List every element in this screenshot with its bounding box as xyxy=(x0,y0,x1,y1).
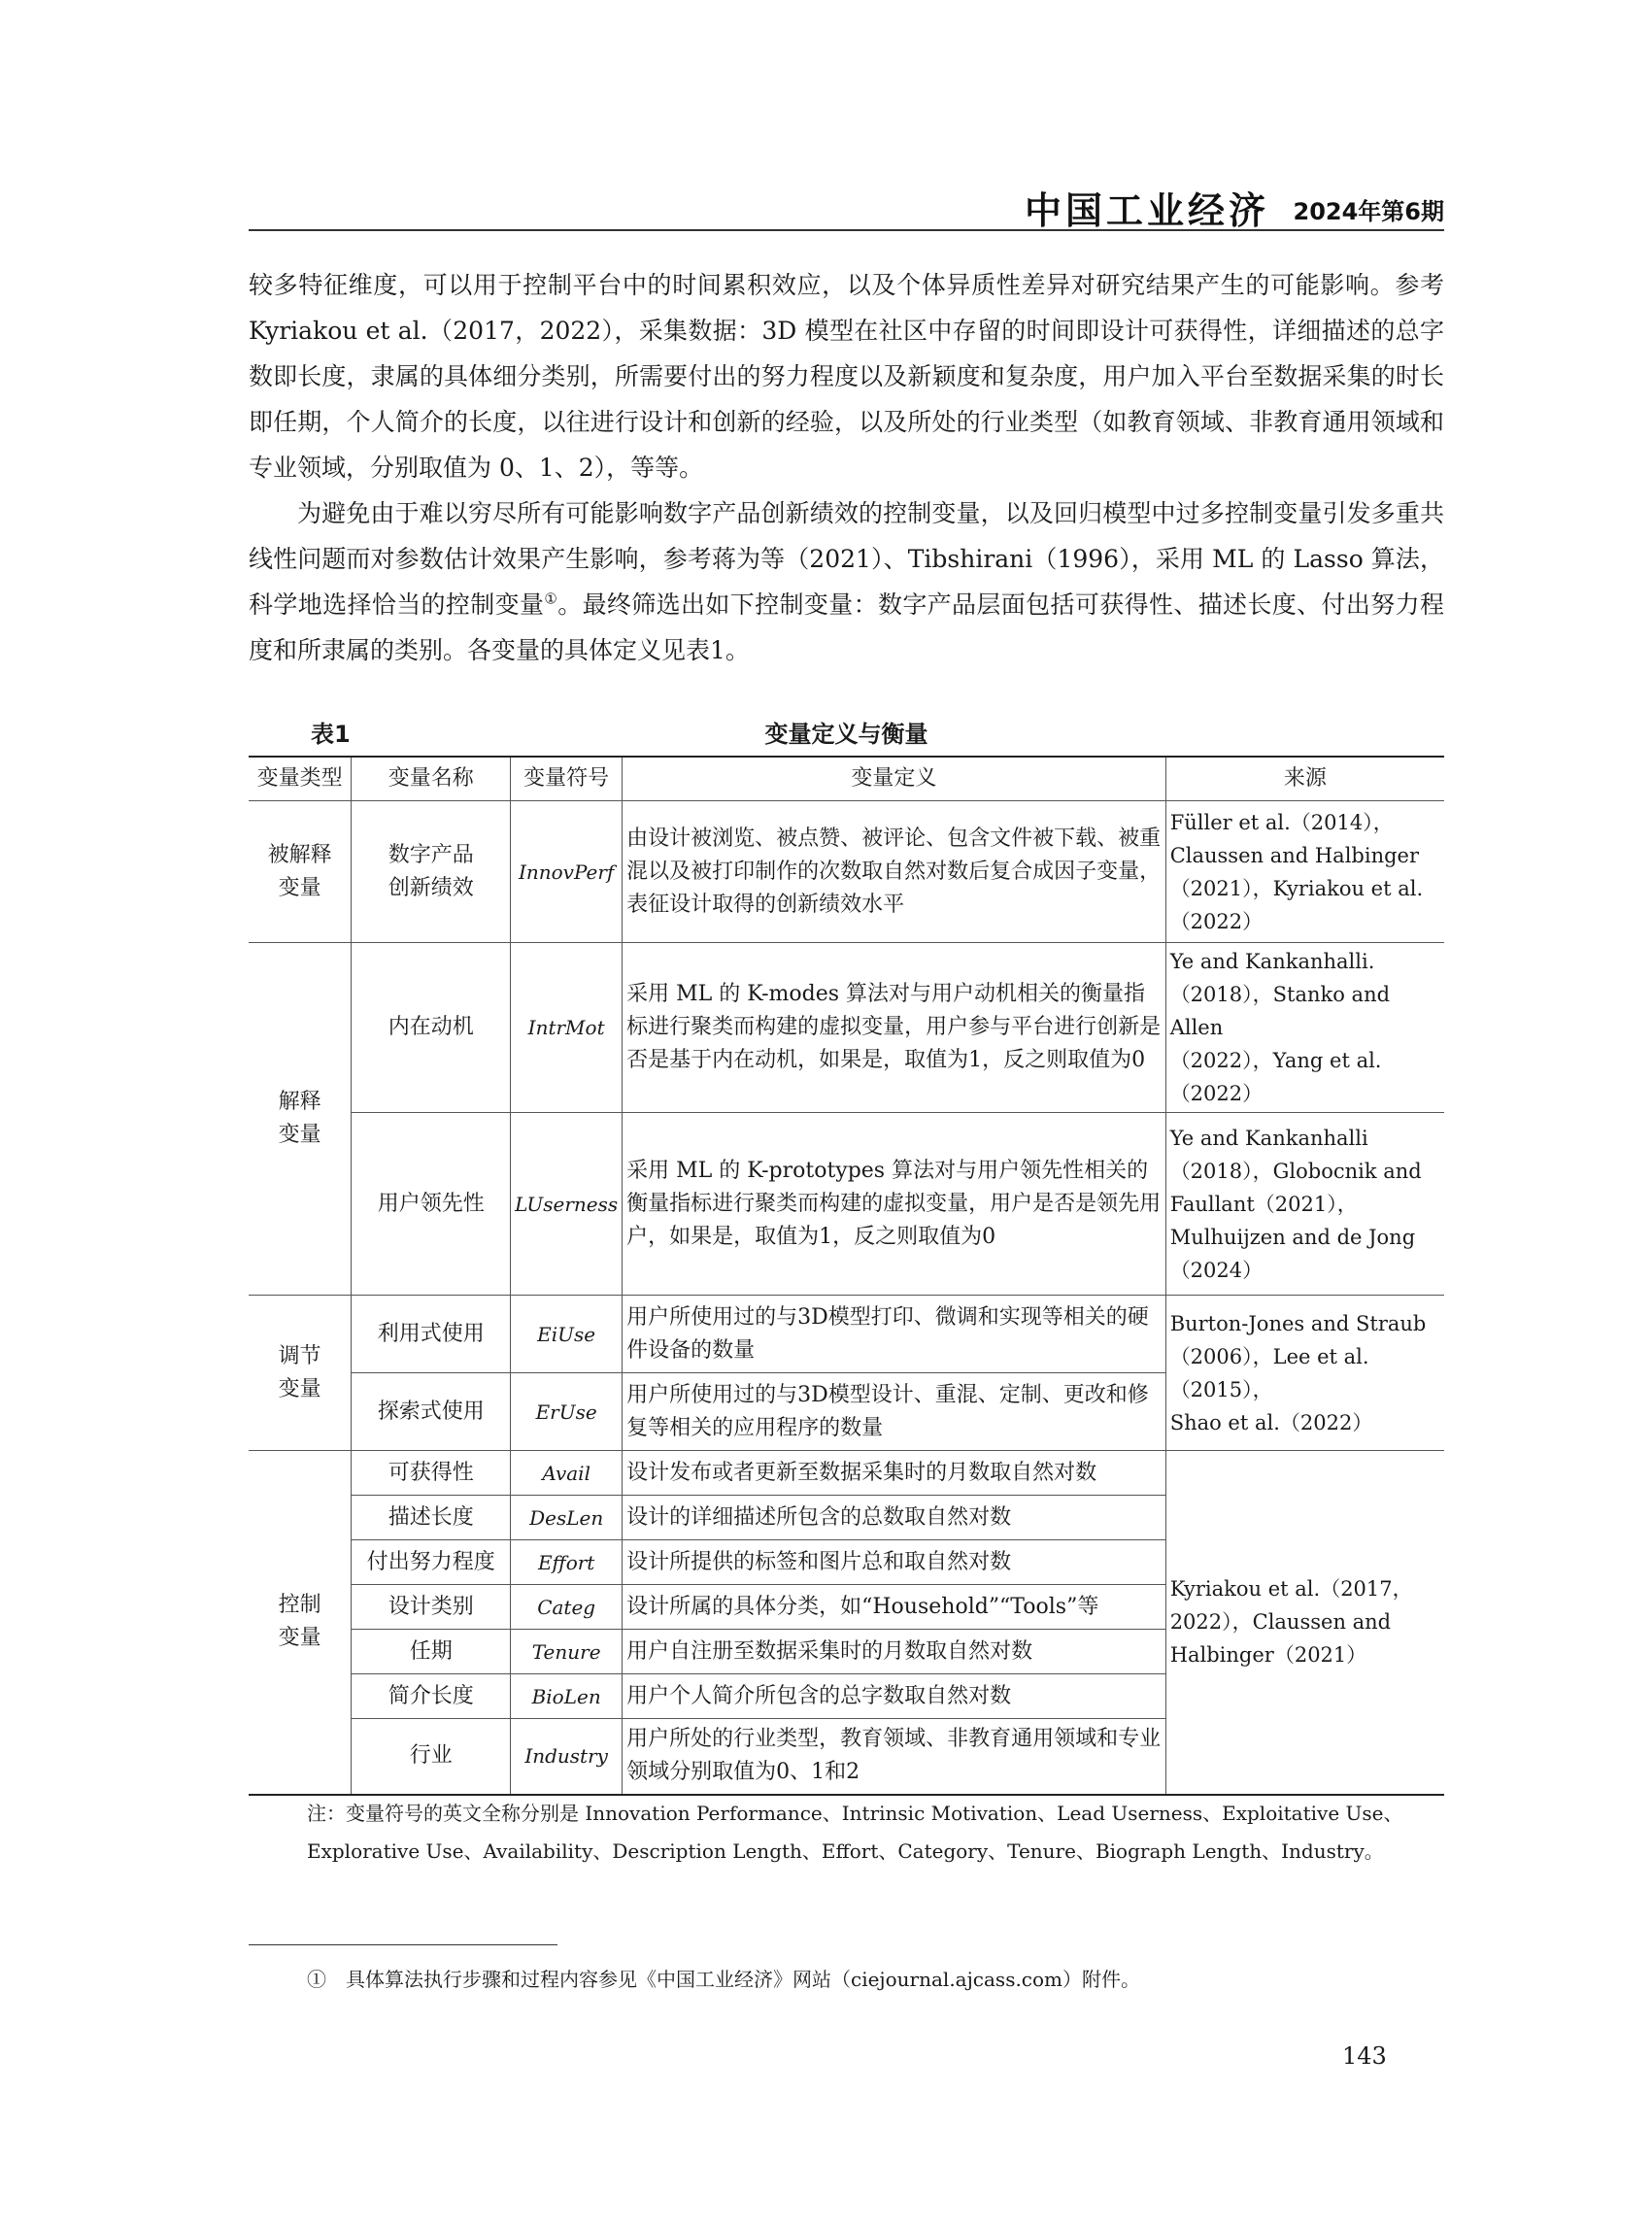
variable-symbol-cell: BioLen xyxy=(511,1674,623,1719)
body-paragraph-1-container xyxy=(249,262,1444,490)
variable-symbol-cell: LUserness xyxy=(511,1113,623,1296)
header-cell: 变量类型 xyxy=(249,757,352,801)
variable-type-cell: 控制 变量 xyxy=(249,1451,352,1795)
journal-logo: 中国工业经济 xyxy=(1024,188,1269,232)
source-cell: Kyriakou et al.（2017， 2022），Claussen and Halbinger（2021） xyxy=(1165,1451,1444,1795)
source-cell: Ye and Kankanhalli （2018），Globocnik and Faullant（2021）， Mulhuijzen and de Jong （2024） xyxy=(1165,1113,1444,1296)
p2-text-after: 。最终筛选出如下控制变量：数字产品层面包括可获得性、描述长度、付出努力程度和所隶属的类别。各变量的具体定义见表1。 xyxy=(249,590,1444,664)
variable-name-cell: 利用式使用 xyxy=(352,1296,511,1373)
table-row xyxy=(249,1113,1444,1296)
table-row xyxy=(249,1451,1444,1496)
variable-symbol-cell: ErUse xyxy=(511,1373,623,1451)
body-paragraph-2 xyxy=(249,490,1444,673)
table-title: 变量定义与衡量 xyxy=(764,721,928,748)
header-cell: 来源 xyxy=(1165,757,1444,801)
variable-name-cell: 可获得性 xyxy=(352,1451,511,1496)
source-cell: Füller et al.（2014）， Claussen and Halbinger （2021），Kyriakou et al. （2022） xyxy=(1165,801,1444,943)
variable-symbol-cell: Effort xyxy=(511,1540,623,1585)
variable-name-cell: 内在动机 xyxy=(352,943,511,1113)
variable-symbol-cell: Avail xyxy=(511,1451,623,1496)
footnote-text: ① 具体算法执行步骤和过程内容参见《中国工业经济》网站（ciejournal.ajcass.com）附件。 xyxy=(307,1968,1141,1991)
variable-type-cell: 调节 变量 xyxy=(249,1296,352,1451)
variable-name-cell: 用户领先性 xyxy=(352,1113,511,1296)
variable-definition-cell: 用户所使用过的与3D模型设计、重混、定制、更改和修复等相关的应用程序的数量 xyxy=(623,1373,1166,1451)
table-row xyxy=(249,801,1444,943)
header-cell: 变量名称 xyxy=(352,757,511,801)
variable-definition-cell: 采用 ML 的 K-modes 算法对与用户动机相关的衡量指标进行聚类而构建的虚拟变量，用户参与平台进行创新是否是基于内在动机，如果是，取值为1，反之则取值为0 xyxy=(623,943,1166,1113)
body-paragraph-2-container xyxy=(249,490,1444,673)
table-row xyxy=(249,943,1444,1113)
variable-definition-cell: 设计所属的具体分类，如“Household”“Tools”等 xyxy=(623,1585,1166,1630)
variable-symbol-cell: Categ xyxy=(511,1585,623,1630)
p2-text-before: 为避免由于难以穷尽所有可能影响数字产品创新绩效的控制变量，以及回归模型中过多控制变量引发多重共线性问题而对参数估计效果产生影响，参考蒋为等（2021）、Tibshirani（1996），采用 ML 的 Lasso 算法，科学地选择恰当的控制变量 xyxy=(249,499,1444,619)
table-number: 表1 xyxy=(311,721,351,748)
variable-symbol-cell: Industry xyxy=(511,1719,623,1795)
table-row xyxy=(249,1296,1444,1373)
variable-symbol-cell: DesLen xyxy=(511,1496,623,1540)
page-number: 143 xyxy=(1342,2042,1387,2070)
body-paragraph-1: 较多特征维度，可以用于控制平台中的时间累积效应，以及个体异质性差异对研究结果产生的可能影响。参考 Kyriakou et al.（2017，2022），采集数据：3D 模型在社区中存留的时间即设计可获得性，详细描述的总字数即长度，隶属的具体细分类别，所需要付出的努力程度以及新颖度和复杂度，用户加入平台至数据采集的时长即任期，个人简介的长度，以往进行设计和创新的经验，以及所处的行业类型（如教育领域、非教育通用领域和专业领域，分别取值为 0、1、2），等等。 xyxy=(249,271,1444,482)
variable-definition-cell: 设计所提供的标签和图片总和取自然对数 xyxy=(623,1540,1166,1585)
variables-table xyxy=(249,756,1444,1796)
variable-definition-cell: 用户自注册至数据采集时的月数取自然对数 xyxy=(623,1630,1166,1674)
variable-symbol-cell: EiUse xyxy=(511,1296,623,1373)
variable-name-cell: 探索式使用 xyxy=(352,1373,511,1451)
variable-name-cell: 描述长度 xyxy=(352,1496,511,1540)
variable-name-cell: 简介长度 xyxy=(352,1674,511,1719)
header-cell: 变量定义 xyxy=(623,757,1166,801)
variable-symbol-cell: Tenure xyxy=(511,1630,623,1674)
footnote-marker: ① xyxy=(544,590,558,608)
table-header-row xyxy=(249,757,1444,801)
variable-definition-cell: 设计发布或者更新至数据采集时的月数取自然对数 xyxy=(623,1451,1166,1496)
issue-label: 2024年第6期 xyxy=(1293,198,1444,225)
variable-definition-cell: 设计的详细描述所包含的总数取自然对数 xyxy=(623,1496,1166,1540)
variable-name-cell: 设计类别 xyxy=(352,1585,511,1630)
running-header xyxy=(249,181,1444,231)
header-cell: 变量符号 xyxy=(511,757,623,801)
variable-definition-cell: 由设计被浏览、被点赞、被评论、包含文件被下载、被重混以及被打印制作的次数取自然对数后复合成因子变量，表征设计取得的创新绩效水平 xyxy=(623,801,1166,943)
source-cell: Ye and Kankanhalli. （2018），Stanko and Allen （2022），Yang et al.（2022） xyxy=(1165,943,1444,1113)
variable-name-cell: 任期 xyxy=(352,1630,511,1674)
footnote-divider xyxy=(249,1944,557,1945)
table-caption xyxy=(249,715,1444,750)
variable-definition-cell: 用户所使用过的与3D模型打印、微调和实现等相关的硬件设备的数量 xyxy=(623,1296,1166,1373)
variable-definition-cell: 用户所处的行业类型，教育领域、非教育通用领域和专业领域分别取值为0、1和2 xyxy=(623,1719,1166,1795)
source-cell: Burton-Jones and Straub （2006），Lee et al.（2015）， Shao et al.（2022） xyxy=(1165,1296,1444,1451)
variable-symbol-cell: IntrMot xyxy=(511,943,623,1113)
variable-type-cell: 被解释 变量 xyxy=(249,801,352,943)
table-note: 注：变量符号的英文全称分别是 Innovation Performance、Intrinsic Motivation、Lead Userness、Exploitative Use、Explorative Use、Availability、Description Length、Effort、Category、Tenure、Biograph Length、Industry。 xyxy=(307,1802,1403,1863)
variable-definition-cell: 用户个人简介所包含的总字数取自然对数 xyxy=(623,1674,1166,1719)
variable-name-cell: 行业 xyxy=(352,1719,511,1795)
variable-type-cell: 解释 变量 xyxy=(249,943,352,1296)
variable-name-cell: 数字产品 创新绩效 xyxy=(352,801,511,943)
variable-name-cell: 付出努力程度 xyxy=(352,1540,511,1585)
variable-definition-cell: 采用 ML 的 K-prototypes 算法对与用户领先性相关的衡量指标进行聚类而构建的虚拟变量，用户是否是领先用户，如果是，取值为1，反之则取值为0 xyxy=(623,1113,1166,1296)
variable-symbol-cell: InnovPerf xyxy=(511,801,623,943)
